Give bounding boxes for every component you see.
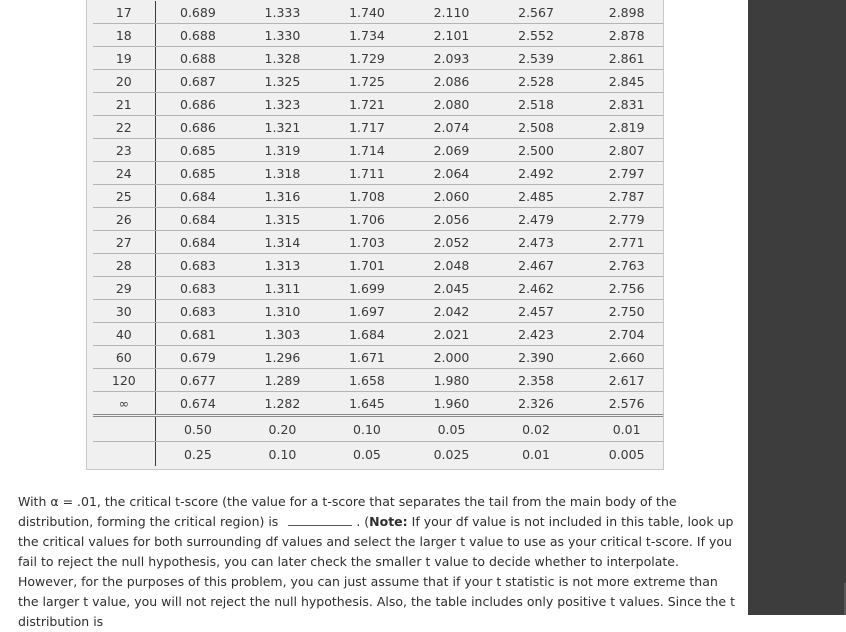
critical-value-cell: 0.674 bbox=[155, 392, 240, 416]
critical-value-cell: 2.552 bbox=[494, 24, 579, 47]
critical-value-cell: 2.326 bbox=[494, 392, 579, 416]
table-row bbox=[93, 70, 663, 93]
df-cell: 28 bbox=[93, 254, 155, 277]
df-cell: 27 bbox=[93, 231, 155, 254]
critical-value-cell: 2.462 bbox=[494, 277, 579, 300]
right-side-panel bbox=[748, 0, 846, 615]
empty-df-cell bbox=[93, 442, 155, 467]
critical-value-cell: 0.688 bbox=[155, 47, 240, 70]
critical-value-cell: 1.703 bbox=[325, 231, 410, 254]
critical-value-cell: 0.681 bbox=[155, 323, 240, 346]
critical-value-cell: 2.831 bbox=[578, 93, 663, 116]
df-cell: 23 bbox=[93, 139, 155, 162]
alpha-level-cell: 0.10 bbox=[268, 446, 297, 462]
df-cell: 22 bbox=[93, 116, 155, 139]
critical-value-cell: 1.328 bbox=[240, 47, 325, 70]
critical-value-cell: 2.000 bbox=[409, 346, 494, 369]
critical-value-cell: 2.771 bbox=[578, 231, 663, 254]
critical-value-cell: 0.685 bbox=[155, 162, 240, 185]
critical-value-cell: 1.671 bbox=[325, 346, 410, 369]
critical-value-cell: 0.679 bbox=[155, 346, 240, 369]
critical-value-cell: 1.645 bbox=[325, 392, 410, 416]
df-cell: 18 bbox=[93, 24, 155, 47]
critical-value-cell: 1.734 bbox=[325, 24, 410, 47]
note-label: Note: bbox=[369, 514, 408, 529]
critical-value-cell: 2.528 bbox=[494, 70, 579, 93]
critical-value-cell: 2.467 bbox=[494, 254, 579, 277]
table-row bbox=[93, 116, 663, 139]
critical-value-cell: 1.717 bbox=[325, 116, 410, 139]
df-cell: 30 bbox=[93, 300, 155, 323]
critical-value-cell: 2.787 bbox=[578, 185, 663, 208]
critical-value-cell: 1.711 bbox=[325, 162, 410, 185]
critical-value-cell: 2.473 bbox=[494, 231, 579, 254]
critical-value-cell: 1.289 bbox=[240, 369, 325, 392]
table-row bbox=[93, 323, 663, 346]
t-distribution-table bbox=[93, 1, 663, 466]
table-row bbox=[93, 300, 663, 323]
df-cell: 40 bbox=[93, 323, 155, 346]
critical-value-cell: 1.323 bbox=[240, 93, 325, 116]
table-row bbox=[93, 1, 663, 24]
critical-value-cell: 1.311 bbox=[240, 277, 325, 300]
alpha-level-cell: 0.25 bbox=[183, 446, 212, 462]
critical-value-cell: 0.685 bbox=[155, 139, 240, 162]
critical-value-cell: 2.457 bbox=[494, 300, 579, 323]
critical-value-cell: 1.960 bbox=[409, 392, 494, 416]
df-cell: ∞ bbox=[93, 392, 155, 416]
critical-value-cell: 2.845 bbox=[578, 70, 663, 93]
critical-value-cell: 1.313 bbox=[240, 254, 325, 277]
critical-value-cell: 1.325 bbox=[240, 70, 325, 93]
critical-value-cell: 2.797 bbox=[578, 162, 663, 185]
table-row bbox=[93, 369, 663, 392]
df-cell: 60 bbox=[93, 346, 155, 369]
empty-df-cell bbox=[93, 416, 155, 442]
critical-value-cell: 1.310 bbox=[240, 300, 325, 323]
critical-value-cell: 1.729 bbox=[325, 47, 410, 70]
critical-value-cell: 2.080 bbox=[409, 93, 494, 116]
critical-value-cell: 0.683 bbox=[155, 254, 240, 277]
alpha-level-cell: 0.01 bbox=[578, 416, 663, 442]
df-cell: 29 bbox=[93, 277, 155, 300]
critical-value-cell: 2.086 bbox=[409, 70, 494, 93]
table-row bbox=[93, 139, 663, 162]
critical-value-cell: 1.706 bbox=[325, 208, 410, 231]
critical-value-cell: 1.714 bbox=[325, 139, 410, 162]
df-cell: 19 bbox=[93, 47, 155, 70]
table-row bbox=[93, 162, 663, 185]
critical-value-cell: 2.358 bbox=[494, 369, 579, 392]
critical-value-cell: 2.021 bbox=[409, 323, 494, 346]
critical-value-cell: 2.518 bbox=[494, 93, 579, 116]
critical-value-cell: 1.708 bbox=[325, 185, 410, 208]
table-row bbox=[93, 346, 663, 369]
critical-value-cell: 2.074 bbox=[409, 116, 494, 139]
critical-value-cell: 1.725 bbox=[325, 70, 410, 93]
critical-value-cell: 2.064 bbox=[409, 162, 494, 185]
question-part1: With α = .01, the critical t-score (the value for a t-score that separates the tail from the main body of the distribution, forming the critical region) is bbox=[18, 494, 677, 529]
df-cell: 120 bbox=[93, 369, 155, 392]
critical-value-cell: 0.677 bbox=[155, 369, 240, 392]
table-row bbox=[93, 208, 663, 231]
table-row bbox=[93, 185, 663, 208]
critical-value-cell: 2.779 bbox=[578, 208, 663, 231]
critical-value-cell: 1.303 bbox=[240, 323, 325, 346]
df-cell: 20 bbox=[93, 70, 155, 93]
df-cell: 24 bbox=[93, 162, 155, 185]
alpha-level-cell: 0.05 bbox=[353, 446, 381, 462]
critical-value-cell: 2.069 bbox=[409, 139, 494, 162]
critical-value-cell: 2.052 bbox=[409, 231, 494, 254]
critical-value-cell: 2.819 bbox=[578, 116, 663, 139]
alpha-two-tail-row bbox=[93, 416, 663, 442]
table-row bbox=[93, 254, 663, 277]
critical-value-cell: 0.686 bbox=[155, 93, 240, 116]
critical-value-cell: 1.740 bbox=[325, 1, 410, 24]
critical-value-cell: 1.296 bbox=[240, 346, 325, 369]
critical-value-cell: 2.576 bbox=[578, 392, 663, 416]
critical-value-cell: 2.807 bbox=[578, 139, 663, 162]
critical-value-cell: 1.321 bbox=[240, 116, 325, 139]
critical-value-cell: 1.701 bbox=[325, 254, 410, 277]
critical-value-cell: 2.539 bbox=[494, 47, 579, 70]
critical-value-cell: 0.684 bbox=[155, 231, 240, 254]
critical-value-cell: 0.684 bbox=[155, 208, 240, 231]
table-row bbox=[93, 392, 663, 416]
alpha-level-cell: 0.025 bbox=[433, 446, 470, 462]
df-cell: 17 bbox=[93, 1, 155, 24]
df-cell: 26 bbox=[93, 208, 155, 231]
critical-value-cell: 1.315 bbox=[240, 208, 325, 231]
critical-value-cell: 0.683 bbox=[155, 277, 240, 300]
critical-value-cell: 2.500 bbox=[494, 139, 579, 162]
critical-value-cell: 1.658 bbox=[325, 369, 410, 392]
critical-value-cell: 1.330 bbox=[240, 24, 325, 47]
critical-value-cell: 1.319 bbox=[240, 139, 325, 162]
critical-value-cell: 2.101 bbox=[409, 24, 494, 47]
critical-value-cell: 0.683 bbox=[155, 300, 240, 323]
critical-value-cell: 2.861 bbox=[578, 47, 663, 70]
critical-value-cell: 2.492 bbox=[494, 162, 579, 185]
note-open: . ( bbox=[356, 514, 370, 529]
critical-value-cell: 2.660 bbox=[578, 346, 663, 369]
df-cell: 25 bbox=[93, 185, 155, 208]
critical-value-cell: 1.282 bbox=[240, 392, 325, 416]
alpha-level-cell: 0.005 bbox=[608, 446, 645, 462]
critical-value-cell: 2.110 bbox=[409, 1, 494, 24]
critical-value-cell: 1.684 bbox=[325, 323, 410, 346]
critical-value-cell: 2.056 bbox=[409, 208, 494, 231]
critical-value-cell: 1.699 bbox=[325, 277, 410, 300]
critical-value-cell: 0.684 bbox=[155, 185, 240, 208]
critical-value-cell: 2.048 bbox=[409, 254, 494, 277]
critical-value-cell: 1.318 bbox=[240, 162, 325, 185]
critical-value-cell: 1.314 bbox=[240, 231, 325, 254]
alpha-level-cell: 0.10 bbox=[325, 416, 410, 442]
critical-value-cell: 0.686 bbox=[155, 116, 240, 139]
question-part2: If your df value is not included in this table, look up the critical values for both surrounding df values and select the larger t value to use as your critical t-score. If you fail to reject the null hypothesis, you can later check the smaller t value to decide whether to interpolate. However, for the purposes of this problem, you can just assume that if your t statistic is not more extreme than the larger t value, you will not reject the null hypothesis. Also, the table includes only positive t values. Since the t distribution is bbox=[18, 514, 735, 629]
critical-value-cell: 2.508 bbox=[494, 116, 579, 139]
critical-value-cell: 2.617 bbox=[578, 369, 663, 392]
table-row bbox=[93, 47, 663, 70]
alpha-level-cell: 0.01 bbox=[522, 446, 550, 462]
critical-value-cell: 2.485 bbox=[494, 185, 579, 208]
critical-value-cell: 1.697 bbox=[325, 300, 410, 323]
critical-value-cell: 2.423 bbox=[494, 323, 579, 346]
critical-value-cell: 2.704 bbox=[578, 323, 663, 346]
table-row bbox=[93, 231, 663, 254]
t-distribution-table-panel bbox=[86, 0, 664, 470]
table-row bbox=[93, 24, 663, 47]
critical-value-cell: 0.689 bbox=[155, 1, 240, 24]
critical-value-cell: 2.060 bbox=[409, 185, 494, 208]
alpha-level-cell: 0.20 bbox=[240, 416, 325, 442]
critical-value-cell: 0.688 bbox=[155, 24, 240, 47]
table-row bbox=[93, 277, 663, 300]
alpha-one-tail-row bbox=[93, 442, 663, 467]
critical-value-cell: 2.756 bbox=[578, 277, 663, 300]
table-row bbox=[93, 93, 663, 116]
df-cell: 21 bbox=[93, 93, 155, 116]
critical-value-cell: 2.042 bbox=[409, 300, 494, 323]
critical-value-cell: 2.479 bbox=[494, 208, 579, 231]
critical-value-cell: 0.687 bbox=[155, 70, 240, 93]
critical-value-cell: 2.750 bbox=[578, 300, 663, 323]
critical-t-score-answer-blank[interactable] bbox=[288, 513, 352, 526]
alpha-level-cell: 0.02 bbox=[494, 416, 579, 442]
critical-value-cell: 2.390 bbox=[494, 346, 579, 369]
question-text bbox=[18, 492, 736, 632]
critical-value-cell: 1.721 bbox=[325, 93, 410, 116]
critical-value-cell: 2.045 bbox=[409, 277, 494, 300]
critical-value-cell: 2.093 bbox=[409, 47, 494, 70]
critical-value-cell: 2.878 bbox=[578, 24, 663, 47]
alpha-level-cell: 0.05 bbox=[409, 416, 494, 442]
alpha-level-cell: 0.50 bbox=[155, 416, 240, 442]
critical-value-cell: 1.980 bbox=[409, 369, 494, 392]
critical-value-cell: 2.763 bbox=[578, 254, 663, 277]
critical-value-cell: 2.567 bbox=[494, 1, 579, 24]
critical-value-cell: 1.316 bbox=[240, 185, 325, 208]
critical-value-cell: 2.898 bbox=[578, 1, 663, 24]
critical-value-cell: 1.333 bbox=[240, 1, 325, 24]
